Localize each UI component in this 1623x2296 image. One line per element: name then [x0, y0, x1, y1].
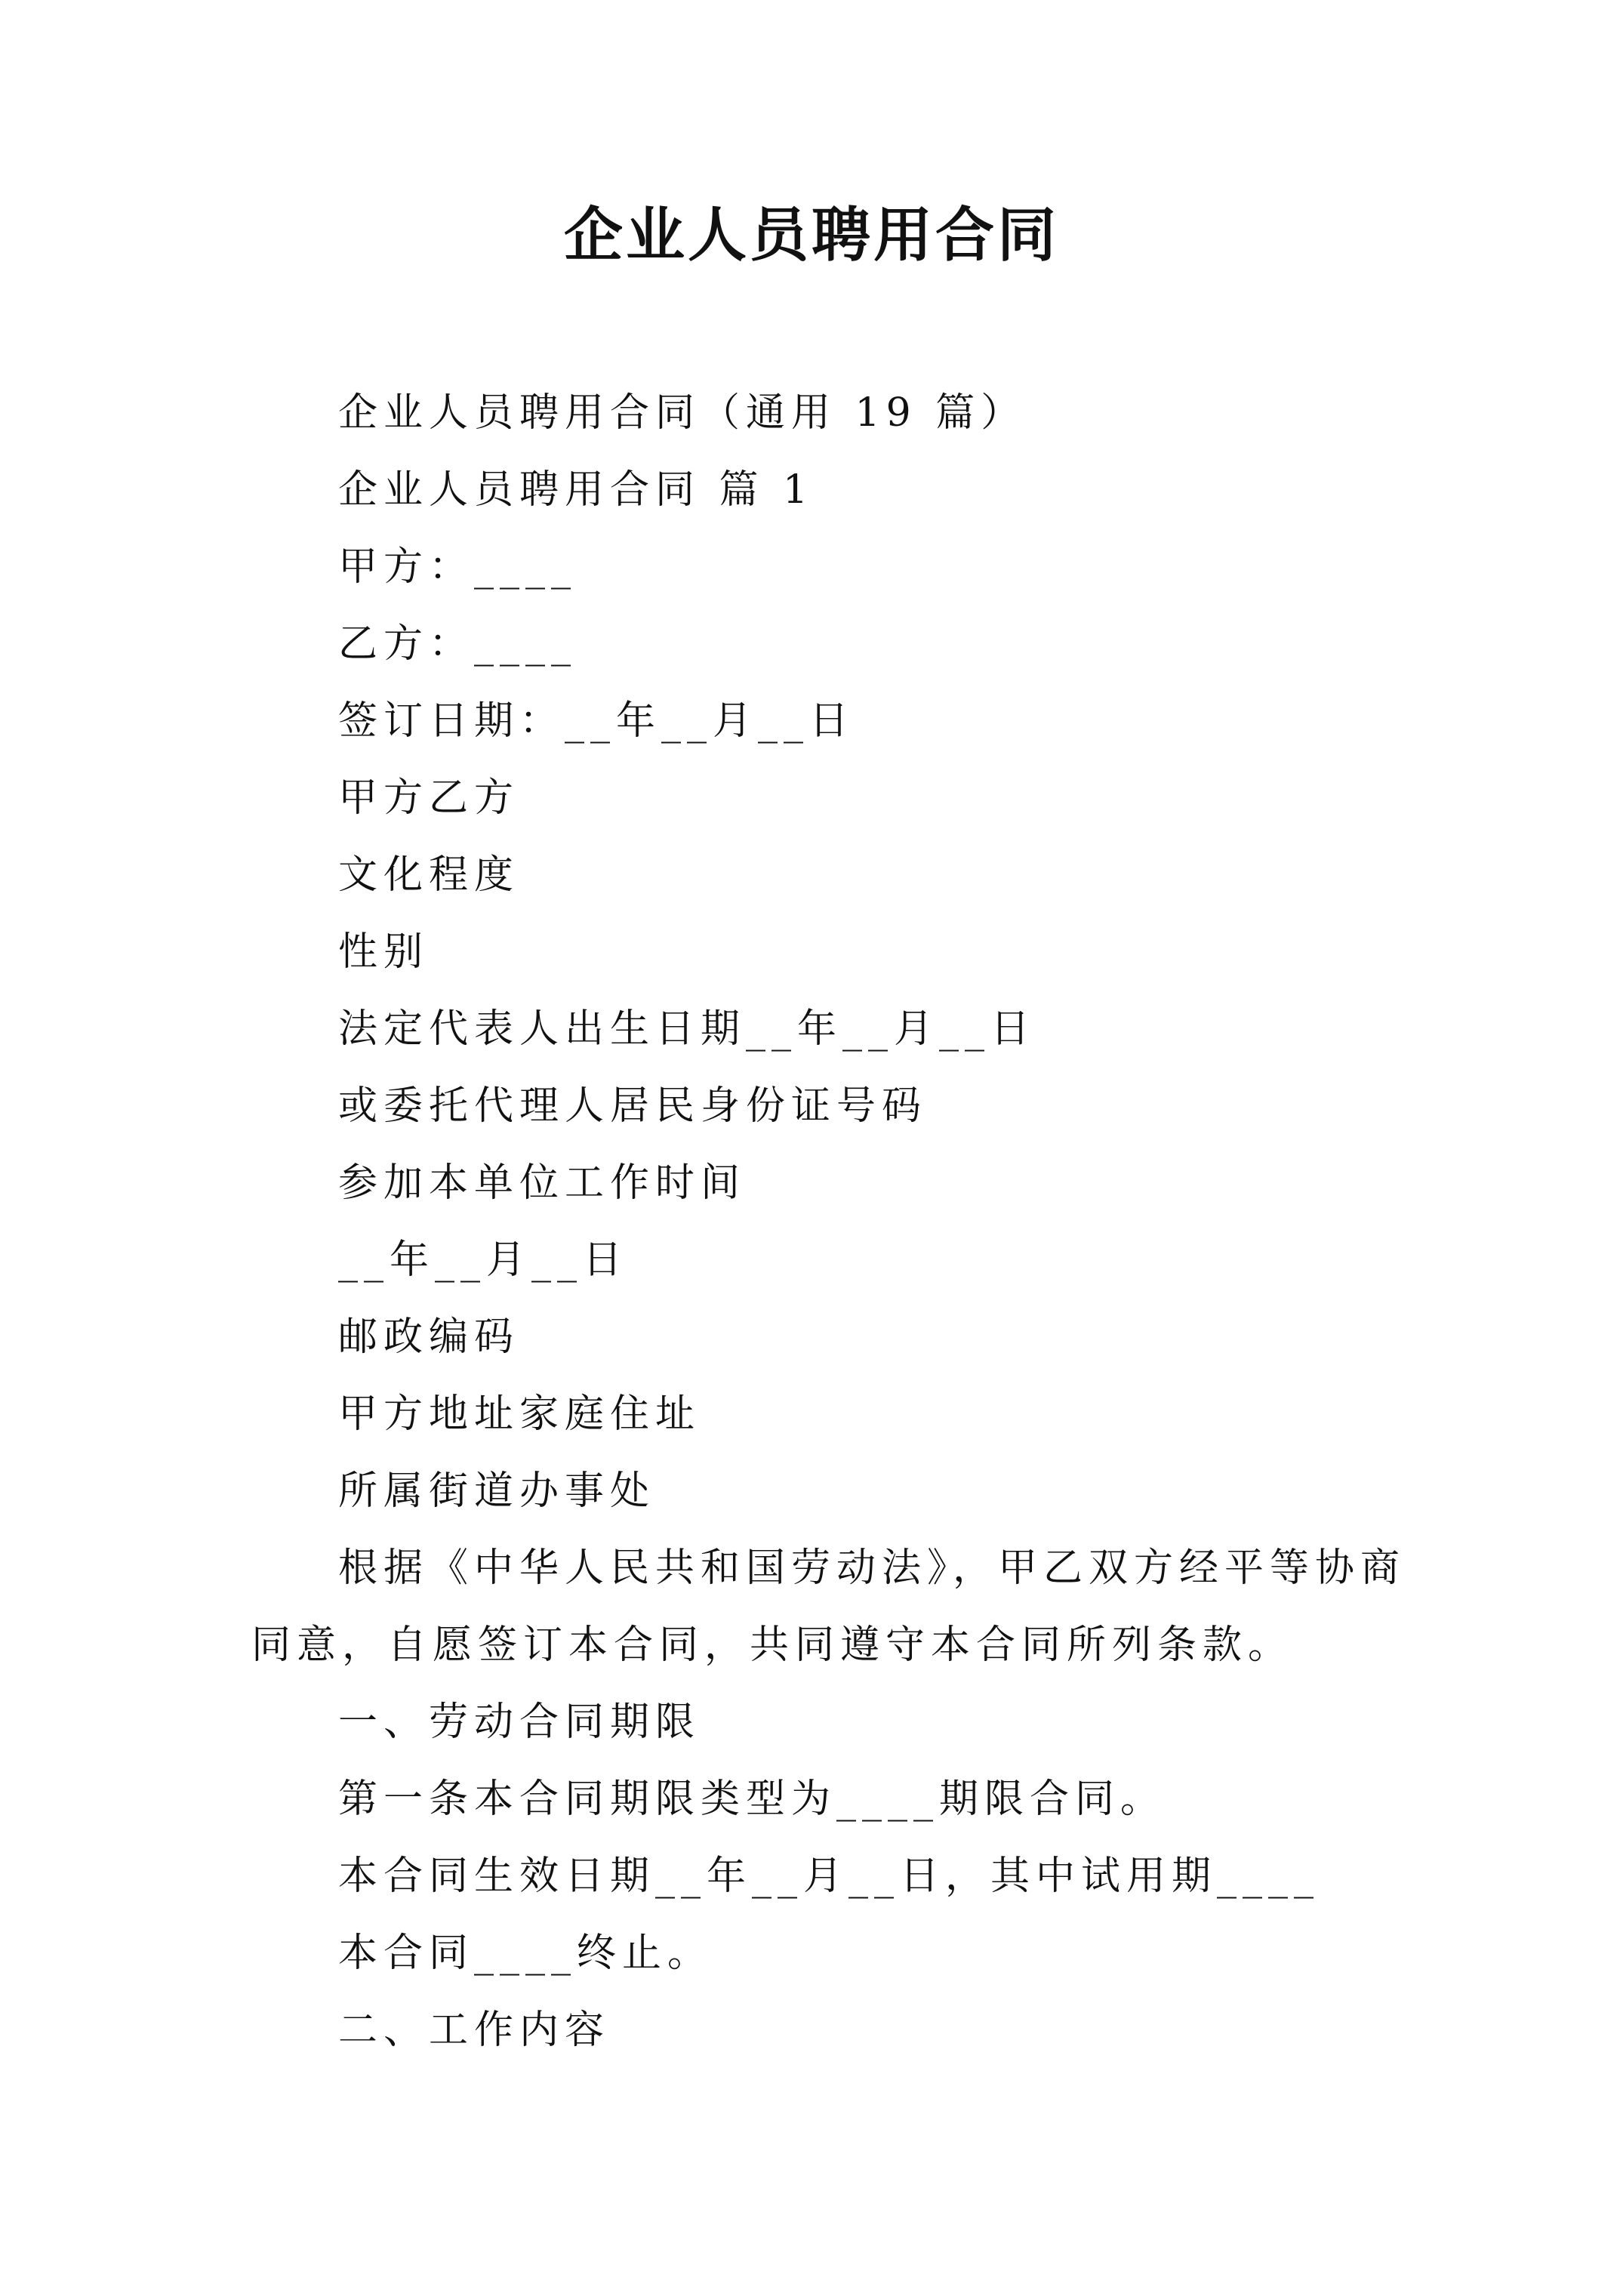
representative-birth-line: 法定代表人出生日期__年__月__日 — [338, 1006, 1036, 1052]
preamble-line-1: 根据《中华人民共和国劳动法》，甲乙双方经平等协商 — [338, 1546, 1406, 1591]
effective-date-line: 本合同生效日期__年__月__日，其中试用期____ — [338, 1854, 1320, 1899]
section-two-heading: 二、工作内容 — [338, 2008, 611, 2053]
party-b-line: 乙方：____ — [338, 621, 577, 667]
start-work-line: 参加本单位工作时间 — [338, 1160, 747, 1206]
article-one-line: 第一条本合同期限类型为____期限合同。 — [338, 1777, 1166, 1822]
subdistrict-line: 所属街道办事处 — [338, 1469, 656, 1514]
address-line: 甲方地址家庭住址 — [338, 1391, 701, 1437]
section-one-heading: 一、劳动合同期限 — [338, 1700, 701, 1745]
party-a-line: 甲方：____ — [338, 544, 577, 590]
subtitle-line: 企业人员聘用合同（通用 19 篇） — [338, 390, 1027, 436]
parties-line: 甲方乙方 — [338, 775, 520, 821]
section-heading: 企业人员聘用合同 篇 1 — [338, 467, 815, 513]
education-line: 文化程度 — [338, 852, 520, 898]
termination-line: 本合同____终止。 — [338, 1931, 713, 1976]
sign-date-line: 签订日期：__年__月__日 — [338, 698, 855, 744]
id-number-line: 或委托代理人居民身份证号码 — [338, 1083, 928, 1129]
preamble-line-2: 同意，自愿签订本合同，共同遵守本合同所列条款。 — [251, 1623, 1294, 1668]
document-title: 企业人员聘用合同 — [563, 201, 1059, 270]
postcode-line: 邮政编码 — [338, 1314, 520, 1360]
gender-line: 性别 — [338, 929, 430, 975]
start-date-line: __年__月__日 — [338, 1237, 629, 1283]
